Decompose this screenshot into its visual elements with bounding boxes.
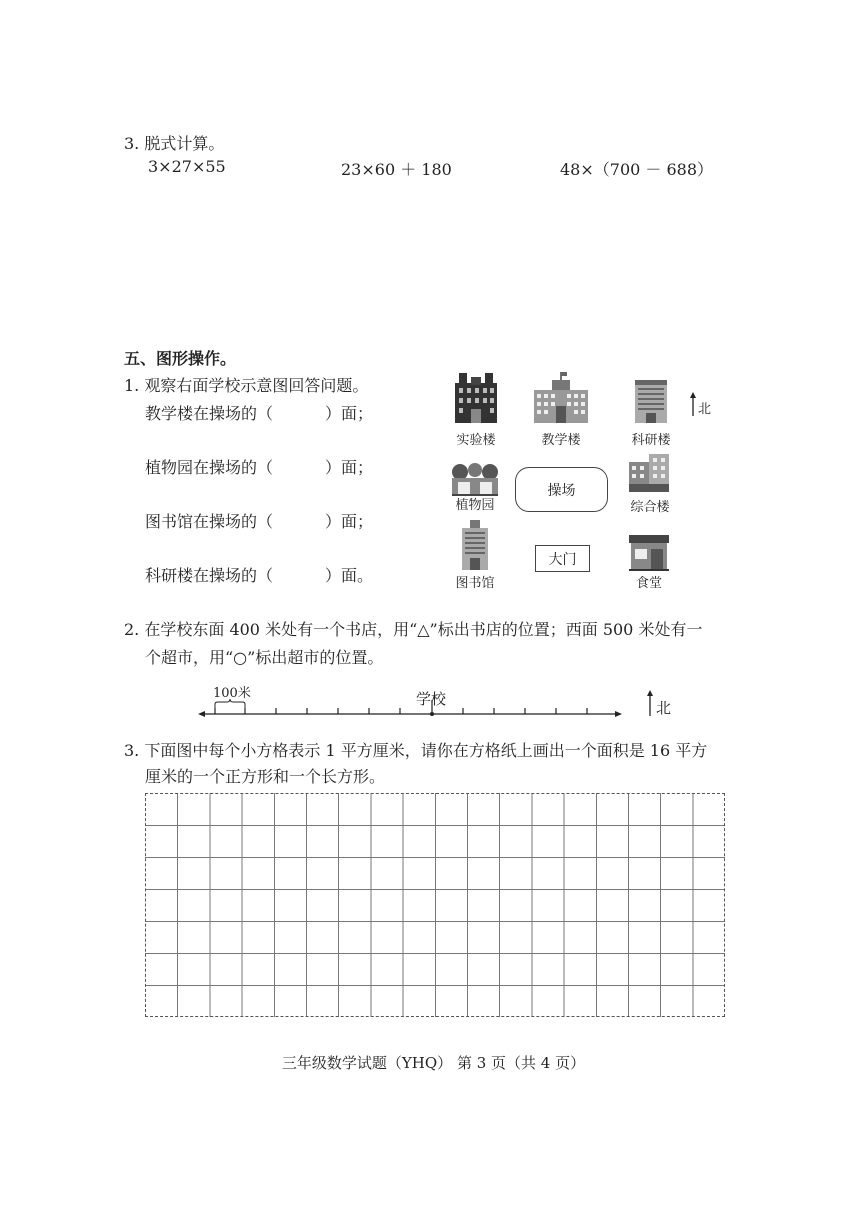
label-canteen: 食堂 [635, 576, 662, 591]
north-arrow-icon [688, 392, 698, 416]
q1-line-2: 植物园在操场的（ ）面； [145, 458, 374, 477]
complex-building-icon [627, 452, 671, 494]
page-footer: 三年级数学试题（YHQ） 第 3 页（共 4 页） [281, 1054, 586, 1072]
school-label: 学校 [416, 690, 447, 708]
calc-heading: 3. 脱式计算。 [124, 134, 225, 153]
label-lab-building: 实验楼 [456, 433, 496, 448]
label-library: 图书馆 [455, 576, 495, 591]
label-complex-building: 综合楼 [630, 500, 670, 515]
north-arrow-icon-2 [645, 690, 655, 716]
playground-box: 操场 [515, 467, 608, 512]
canteen-icon [627, 533, 671, 571]
q1-intro: 1. 观察右面学校示意图回答问题。 [124, 376, 369, 395]
library-icon [458, 520, 492, 572]
q1-line-4: 科研楼在操场的（ ）面。 [145, 566, 374, 585]
scale-label: 100米 [213, 686, 251, 701]
gate-box: 大门 [535, 545, 590, 572]
lab-building-icon [453, 369, 499, 425]
teaching-building-icon [532, 372, 590, 425]
botanical-garden-icon [450, 462, 500, 496]
calc-expr-3: 48×（700 － 688） [560, 160, 714, 179]
q1-line-3: 图书馆在操场的（ ）面； [145, 512, 374, 531]
north-label: 北 [698, 402, 712, 417]
label-research-building: 科研楼 [631, 433, 671, 448]
research-building-icon [633, 378, 669, 425]
calc-expr-1: 3×27×55 [148, 157, 226, 176]
q3-line-1: 3. 下面图中每个小方格表示 1 平方厘米，请你在方格纸上画出一个面积是 16 平方 [124, 741, 708, 760]
label-teaching-building: 教学楼 [541, 433, 581, 448]
calc-expr-2: 23×60 ＋ 180 [341, 160, 452, 179]
graph-paper-grid[interactable] [145, 793, 725, 1017]
q1-line-1: 教学楼在操场的（ ）面； [145, 404, 374, 423]
q2-line-2: 个超市，用“○”标出超市的位置。 [145, 648, 384, 667]
number-line [198, 694, 622, 724]
north-label-2: 北 [656, 699, 672, 717]
q2-line-1: 2. 在学校东面 400 米处有一个书店，用“△”标出书店的位置；西面 500 米处有一 [124, 620, 703, 639]
label-botanical-garden: 植物园 [455, 498, 495, 513]
section-heading: 五、图形操作。 [124, 349, 237, 368]
q3-line-2: 厘米的一个正方形和一个长方形。 [145, 767, 386, 786]
